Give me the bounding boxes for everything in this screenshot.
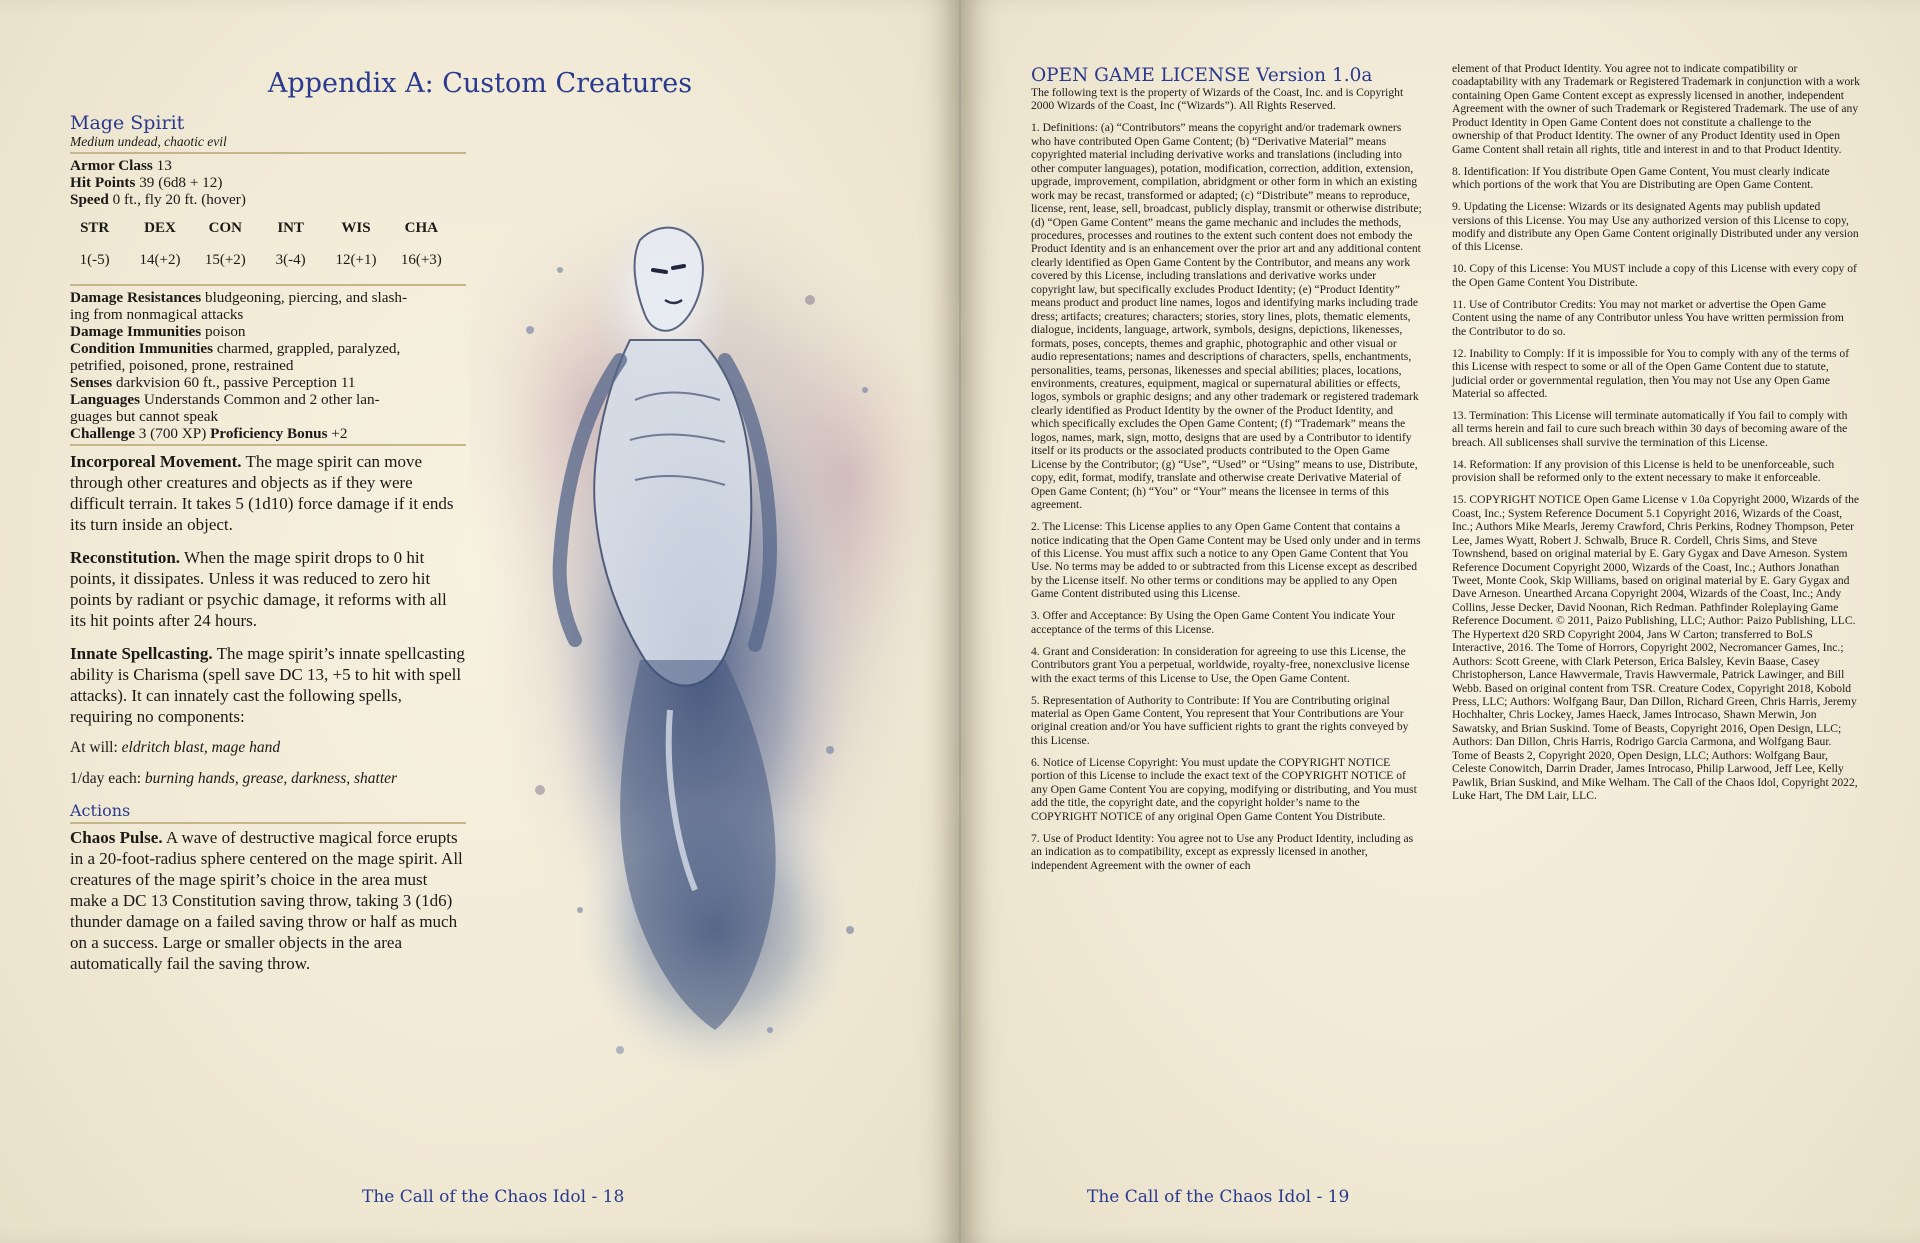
ability-name: CHA <box>404 220 438 236</box>
per-day-spells: 1/day each: burning hands, grease, darkness, shatter <box>70 770 398 787</box>
divider <box>70 822 466 824</box>
ogl-paragraph: 2. The License: This License applies to any Open Game Content that contains a notice indicating that the Open Game Content may be Used only under and in terms of this License. You must affix such a notice to any Open Game Content that You Use. No terms may be added to or subtracted from this License except as described by the License itself. No other terms or conditions may be applied to any Open Game Content distributed using this License. <box>1031 520 1421 601</box>
languages-line: Languages Understands Common and 2 other lan- <box>70 391 380 408</box>
at-will-spells: At will: eldritch blast, mage hand <box>70 739 281 756</box>
condition-immunities-line: Condition Immunities charmed, grappled, paralyzed, <box>70 340 401 357</box>
creature-name: Mage Spirit <box>70 112 185 134</box>
actions-heading: Actions <box>70 801 131 820</box>
ogl-paragraph: 12. Inability to Comply: If it is impossible for You to comply with any of the terms of this License with respect to some or all of the Open Game Content due to statute, judicial order or governmental regulation, then You may not Use any Open Game Material so affected. <box>1452 346 1850 401</box>
ability-scores-table <box>62 220 454 278</box>
ability-value: 14(+2) <box>139 252 181 268</box>
divider <box>70 284 466 286</box>
ability-value: 3(-4) <box>275 252 306 268</box>
mage-spirit-illustration <box>470 150 940 1110</box>
damage-resistances-cont: ing from nonmagical attacks <box>70 306 244 323</box>
condition-immunities-cont: petrified, poisoned, prone, restrained <box>70 357 294 374</box>
ogl-paragraph: 10. Copy of this License: You MUST include a copy of this License with every copy of the Open Game Content You Distribute. <box>1452 262 1857 289</box>
challenge-line: Challenge 3 (700 XP) Proficiency Bonus +2 <box>70 425 348 442</box>
ability-value: 1(-5) <box>79 252 110 268</box>
traits-section <box>70 451 466 789</box>
creature-type: Medium undead, chaotic evil <box>70 134 227 149</box>
ability-value: 15(+2) <box>204 252 246 268</box>
ability-name: CON <box>208 220 242 236</box>
ogl-paragraph: 11. Use of Contributor Credits: You may not market or advertise the Open Game Content using the name of any Contributor unless You have written permission from the Contributor to do so. <box>1452 297 1844 338</box>
damage-immunities-line: Damage Immunities poison <box>70 323 246 340</box>
ogl-paragraph: 6. Notice of License Copyright: You must update the COPYRIGHT NOTICE portion of this License to include the exact text of the COPYRIGHT NOTICE of any Open Game Content You are copying, modifying or distributing, and You must add the title, the copyright date, and the copyright holder’s name to the COPYRIGHT NOTICE of any original Open Game Content You Distribute. <box>1031 755 1417 823</box>
left-page <box>0 0 959 1243</box>
languages-cont: guages but cannot speak <box>70 408 219 425</box>
damage-resistances-line: Damage Resistances bludgeoning, piercing, and slash- <box>70 289 408 306</box>
ogl-paragraph: 15. COPYRIGHT NOTICE Open Game License v 1.0a Copyright 2000, Wizards of the Coast, Inc.; System Reference Document 5.1 Copyright 2016, Wizards of the Coast, Inc.; Authors Mike Mearls, Jeremy Crawford, Chris Perkins, Rodney Thompson, Peter Lee, James Wyatt, Robert J. Schwalb, Bruce R. Cordell, Chris Sims, and Steve Townshend, based on original material by E. Gary Gygax and Dave Arneson. System Reference Document Copyright 2000, Wizards of the Coast, Inc.; Authors Jonathan Tweet, Monte Cook, Skip Williams, based on original material by E. Gary Gygax and Dave Arneson. Unearthed Arcana Copyright 2004, Wizards of the Coast, Inc.; Andy Collins, Jesse Decker, David Noonan, Rich Redman. Pathfinder Roleplaying Game Reference Document. © 2011, Paizo Publishing, LLC; Author: Paizo Publishing, LLC. The Hypertext d20 SRD Copyright 2004, Jans W Carton; transferred to BoLS Interactive, 2016. The Tome of Horrors, Copyright 2002, Necromancer Games, Inc.; Authors: Scott Greene, with Clark Peterson, Erica Balsley, Kevin Baase, Casey Christopherson, Lance Hawvermale, Travis Hawvermale, Patrick Lawinger, and Bill Webb. Based on original content from TSR. Creature Codex, Copyright 2018, Kobold Press, LLC; Authors: Wolfgang Baur, Dan Dillon, Richard Green, Chris Harris, Jeremy Hochhalter, Chris Lockey, James Haeck, James Introcaso, Shawn Merwin, Jon Sawatsky, and Brian Suskind. Tome of Beasts, Copyright 2016, Open Design, LLC; Authors: Dan Dillon, Chris Harris, Rodrigo Garcia Carmona, and Wolfgang Baur. Tome of Beasts 2, Copyright 2020, Open Design, LLC; Authors: Wolfgang Baur, Celeste Conowitch, Darrin Drader, James Introcaso, Philip Larwood, Jeff Lee, Kelly Pawlik, Brian Suskind, and Mike Welham. The Call of the Chaos Idol, Copyright 2022, Luke Hart, The DM Lair, LLC. <box>1452 493 1860 803</box>
ogl-column-1 <box>1031 66 1423 880</box>
divider <box>70 444 466 446</box>
ogl-paragraph: 4. Grant and Consideration: In consideration for agreeing to use this License, the Contributors grant You a perpetual, worldwide, royalty-free, nonexclusive license with the exact terms of this License to Use, the Open Game Content. <box>1031 644 1410 685</box>
trait-entry: Incorporeal Movement. The mage spirit can move through other creatures and objects as if they were difficult terrain. It takes 5 (1d10) force damage if it ends its turn inside an object. <box>70 452 454 534</box>
stat-block <box>70 112 466 974</box>
ogl-paragraph: 3. Offer and Acceptance: By Using the Open Game Content You indicate Your acceptance of the terms of this License. <box>1031 609 1395 636</box>
ogl-paragraph: 9. Updating the License: Wizards or its designated Agents may publish updated versions of this License. You may Use any authorized version of this License to copy, modify and distribute any Open Game Content originally Distributed under any version of this License. <box>1452 200 1859 254</box>
ogl-column-2 <box>1452 62 1860 811</box>
ability-value: 16(+3) <box>400 252 442 268</box>
hit-points-line: Hit Points 39 (6d8 + 12) <box>70 174 223 191</box>
trait-entry: Reconstitution. When the mage spirit drops to 0 hit points, it dissipates. Unless it was reduced to zero hit points by radiant or psychic damage, it reforms with all its hit points after 24 hours. <box>70 548 447 630</box>
ogl-paragraph: 14. Reformation: If any provision of this License is held to be unenforceable, such provision shall be reformed only to the extent necessary to make it enforceable. <box>1452 457 1835 485</box>
page-footer: The Call of the Chaos Idol - 18 <box>362 1187 625 1207</box>
ogl-paragraph: 8. Identification: If You distribute Open Game Content, You must clearly indicate which portions of the work that You are Distributing are Open Game Content. <box>1452 164 1830 192</box>
action-entry: Chaos Pulse. A wave of destructive magical force erupts in a 20-foot-radius sphere centered on the mage spirit. All creatures of the mage spirit’s choice in the area must make a DC 13 Constitution saving throw, taking 3 (1d6) thunder damage on a failed saving throw or half as much on a success. Large or smaller objects in the area automatically fail the saving throw. <box>70 828 463 973</box>
ogl-title: OPEN GAME LICENSE Version 1.0a <box>1031 65 1373 86</box>
ability-name: STR <box>80 220 110 236</box>
ability-value: 12(+1) <box>335 252 377 268</box>
trait-entry: Innate Spellcasting. The mage spirit’s innate spellcasting ability is Charisma (spell save DC 13, +5 to hit with spell attacks). It can innately cast the following spells, requiring no components: <box>70 644 465 726</box>
actions-section <box>70 827 466 974</box>
ogl-paragraph: element of that Product Identity. You agree not to indicate compatibility or coadaptability with any Trademark or Registered Trademark in conjunction with a work containing Open Game Content except as expressly licensed in another, independent Agreement with the owner of such Trademark or Registered Trademark. The use of any Product Identity in Open Game Content does not constitute a challenge to the ownership of that Product Identity. The owner of any Product Identity used in Open Game Content shall retain all rights, title and interest in and to that Product Identity. <box>1452 62 1860 156</box>
ability-name: INT <box>277 220 304 236</box>
ability-name: WIS <box>341 220 371 236</box>
ogl-paragraph: The following text is the property of Wizards of the Coast, Inc. and is Copyright 2000 Wizards of the Coast, Inc (“Wizards”). All Rights Reserved. <box>1031 86 1404 113</box>
ogl-paragraph: 7. Use of Product Identity: You agree not to Use any Product Identity, including as an indication as to compatibility, except as expressly licensed in another, independent Agreement with the owner of each <box>1031 831 1414 872</box>
armor-class-line: Armor Class 13 <box>70 157 172 174</box>
ogl-paragraph: 13. Termination: This License will terminate automatically if You fail to comply with all terms herein and fail to cure such breach within 30 days of becoming aware of the breach. All sublicenses shall survive the termination of this License. <box>1452 408 1848 449</box>
appendix-title: Appendix A: Custom Creatures <box>267 68 693 99</box>
speed-line: Speed 0 ft., fly 20 ft. (hover) <box>70 191 246 208</box>
ability-name: DEX <box>144 220 176 236</box>
divider <box>70 152 466 154</box>
page-footer: The Call of the Chaos Idol - 19 <box>1087 1187 1350 1207</box>
ogl-paragraph: 1. Definitions: (a) “Contributors” means the copyright and/or trademark owners who have contributed Open Game Content; (b) “Derivative Material” means copyrighted material including derivative works and translations (including into other computer languages), potation, modification, correction, addition, extension, upgrade, improvement, compilation, abridgment or other form in which an existing work may be recast, transformed or adapted; (c) “Distribute” means to reproduce, license, rent, lease, sell, broadcast, publicly display, transmit or otherwise distribute; (d) “Open Game Content” means the game mechanic and includes the methods, procedures, processes and routines to the extent such content does not embody the Product Identity and is an enhancement over the prior art and any additional content clearly identified as Open Game Content by the Contributor, and means any work covered by this License, including translations and derivative works under copyright law, but specifically excludes Product Identity; (e) “Product Identity” means product and product line names, logos and identifying marks including trade dress; artifacts; creatures; characters; stories, story lines, plots, thematic elements, dialogue, incidents, language, artwork, symbols, designs, depictions, likenesses, formats, poses, concepts, themes and graphic, photographic and other visual or audio representations; names and descriptions of characters, spells, enchantments, personalities, teams, personas, likenesses and special abilities; places, locations, environments, creatures, equipment, magical or supernatural abilities or effects, logos, symbols or graphic designs; and any other trademark or registered trademark clearly identified as Product Identity by the owner of the Product Identity, and which specifically excludes the Open Game Content; (f) “Trademark” means the logos, names, mark, sign, motto, designs that are used by a Contributor to identify itself or its products or the associated products contributed to the Open Game License by the Contributor; (g) “Use”, “Used” or “Using” means to use, Distribute, copy, edit, format, modify, translate and otherwise create Derivative Material of Open Game Content; (h) “You” or “Your” means the licensee in terms of this agreement. <box>1031 121 1422 512</box>
senses-line: Senses darkvision 60 ft., passive Perception 11 <box>70 374 356 391</box>
ogl-paragraph: 5. Representation of Authority to Contribute: If You are Contributing original material as Open Game Content, You represent that Your Contributions are Your original creation and/or You have sufficient rights to grant the rights conveyed by this License. <box>1031 693 1409 747</box>
